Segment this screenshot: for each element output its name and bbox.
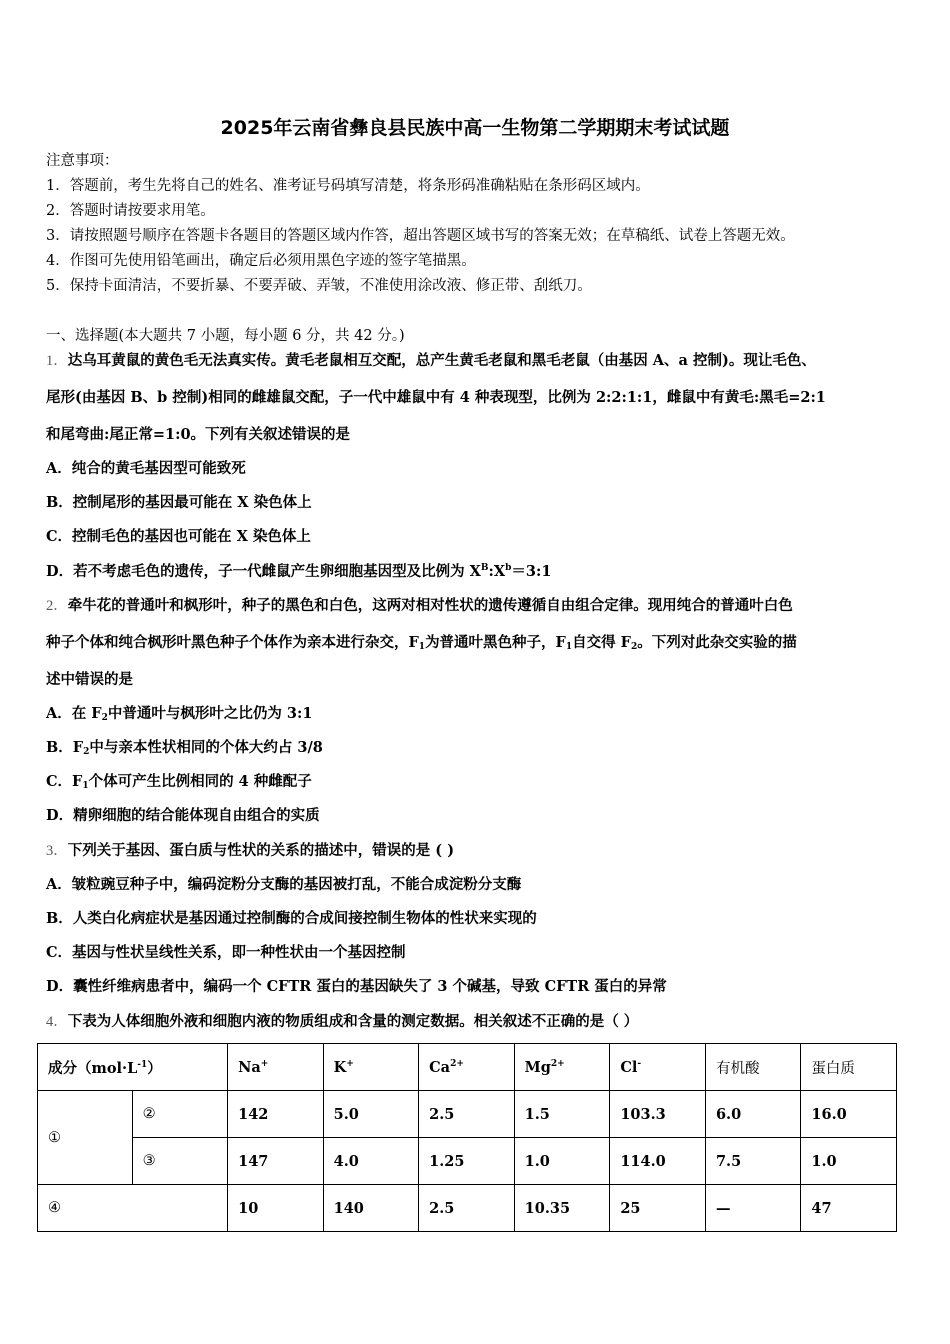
header-k: [323, 1044, 419, 1091]
cell: 1.5: [514, 1091, 610, 1138]
q2-number: 2．: [46, 598, 68, 614]
section-heading: 一、选择题(本大题共 7 小题，每小题 6 分，共 42 分。): [46, 328, 405, 344]
page-title: 2025年云南省彝良县民族中高一生物第二学期期末考试试题: [220, 117, 730, 139]
cell: 1.25: [419, 1138, 515, 1185]
q2-stem-line-2: [46, 634, 797, 652]
q2-l2-a: 种子个体和纯合枫形叶黑色种子个体作为亲本进行杂交，F: [46, 634, 419, 651]
composition-table: [37, 1043, 897, 1232]
header-ca: [419, 1044, 515, 1091]
row-label-3: ③: [132, 1138, 228, 1185]
q2-b-sub: 2: [83, 747, 90, 757]
q3-option-a: A．皱粒豌豆种子中，编码淀粉分支酶的基因被打乱，不能合成淀粉分支酶: [46, 876, 522, 893]
q2-a-rest: 中普通叶与枫形叶之比仍为 3:1: [107, 705, 313, 722]
cell: 7.5: [705, 1138, 800, 1185]
cell: 1.0: [514, 1138, 610, 1185]
header-ca-text: Ca: [429, 1058, 451, 1076]
cell: 10.35: [514, 1185, 610, 1232]
q2-option-d: D．精卵细胞的结合能体现自由组合的实质: [46, 807, 320, 824]
cell: 2.5: [419, 1185, 515, 1232]
notice-heading: 注意事项：: [46, 153, 119, 169]
q3-text: 下列关于基因、蛋白质与性状的关系的描述中，错误的是 ( ): [67, 842, 455, 859]
cell: 25: [610, 1185, 706, 1232]
header-na-sup: +: [260, 1058, 269, 1069]
cell: 6.0: [705, 1091, 800, 1138]
q2-a-text: A．在 F: [46, 705, 102, 722]
q4-number: 4．: [46, 1014, 68, 1030]
row-label-4: ④: [38, 1185, 228, 1232]
header-cl: [610, 1044, 706, 1091]
header-protein: 蛋白质: [801, 1044, 897, 1091]
q1-d-post: ＝3:1: [511, 563, 552, 580]
q1-d-sup-2: b: [505, 563, 512, 573]
cell: 4.0: [323, 1138, 419, 1185]
q2-b-rest: 中与亲本性状相同的个体大约占 3/8: [89, 739, 323, 756]
table-header-row: [38, 1044, 897, 1091]
cell: 5.0: [323, 1091, 419, 1138]
cell: 16.0: [801, 1091, 897, 1138]
header-na-text: Na: [238, 1058, 261, 1076]
cell: 10: [228, 1185, 324, 1232]
q3-number: 3．: [46, 843, 68, 859]
q1-option-d: [46, 563, 551, 581]
notice-item-5: 5．保持卡面清洁，不要折暴、不要弄破、弄皱，不准使用涂改液、修正带、刮纸刀。: [46, 278, 592, 294]
header-ca-sup: 2+: [450, 1058, 464, 1069]
header-component-text: 成分（mol·L: [48, 1059, 138, 1077]
header-mg-text: Mg: [524, 1058, 551, 1076]
q1-d-text: D．若不考虑毛色的遗传，子一代雌鼠产生卵细胞基因型及比例为 X: [46, 563, 481, 580]
q4-text: 下表为人体细胞外液和细胞内液的物质组成和含量的测定数据。相关叙述不正确的是（ ）: [67, 1013, 639, 1030]
q2-l2-sub-2: 1: [565, 642, 573, 652]
q1-stem-line-3: 和尾弯曲:尾正常=1:0。下列有关叙述错误的是: [46, 426, 351, 443]
q1-d-mid: :X: [488, 563, 506, 580]
q2-option-b: [46, 739, 323, 757]
q1-stem-line-1: [46, 352, 816, 370]
notice-item-1: 1．答题前，考生先将自己的姓名、准考证号码填写清楚，将条形码准确粘贴在条形码区域内。: [46, 178, 650, 194]
header-cl-text: Cl: [620, 1058, 638, 1076]
q1-text-1: 达乌耳黄鼠的黄色毛无法真实传。黄毛老鼠相互交配，总产生黄毛老鼠和黑毛老鼠（由基因 A、a 控制)。现让毛色、: [67, 352, 816, 369]
q3-option-c: C．基因与性状呈线性关系，即一种性状由一个基因控制: [46, 944, 406, 961]
q2-l2-b: 为普通叶黑色种子，F: [425, 634, 566, 651]
q2-c-rest: 个体可产生比例相同的 4 种雌配子: [88, 773, 312, 790]
notice-item-4: 4．作图可先使用铅笔画出，确定后必须用黑色字迹的签字笔描黑。: [46, 253, 476, 269]
header-k-text: K: [333, 1058, 347, 1076]
cell: 140: [323, 1185, 419, 1232]
q2-b-text: B．F: [46, 739, 84, 756]
q4-stem: [46, 1013, 638, 1031]
table-row: [38, 1185, 897, 1232]
cell: 142: [228, 1091, 324, 1138]
q2-l2-c: 自交得 F: [572, 634, 631, 651]
q2-l2-sub-3: 2: [630, 642, 638, 652]
q1-option-c: C．控制毛色的基因也可能在 X 染色体上: [46, 528, 311, 545]
header-component-close: ）: [147, 1059, 162, 1077]
header-organic-acid: 有机酸: [705, 1044, 800, 1091]
group-label-1: ①: [38, 1091, 133, 1185]
notice-item-2: 2．答题时请按要求用笔。: [46, 203, 215, 219]
q1-option-b: B．控制尾形的基因最可能在 X 染色体上: [46, 494, 312, 511]
q1-d-sup-1: B: [480, 563, 489, 573]
q1-number: 1．: [46, 353, 68, 369]
q2-c-sub: 1: [82, 781, 89, 791]
cell: 103.3: [610, 1091, 706, 1138]
row-label-2: ②: [132, 1091, 228, 1138]
cell: 1.0: [801, 1138, 897, 1185]
q3-option-b: B．人类白化病症状是基因通过控制酶的合成间接控制生物体的性状来实现的: [46, 910, 537, 927]
cell: —: [705, 1185, 800, 1232]
cell: 147: [228, 1138, 324, 1185]
q3-stem: [46, 842, 454, 860]
q2-l2-sub-1: 1: [418, 642, 426, 652]
q3-option-d: D．囊性纤维病患者中，编码一个 CFTR 蛋白的基因缺失了 3 个碱基，导致 CFTR 蛋白的异常: [46, 978, 667, 995]
header-k-sup: +: [346, 1058, 354, 1069]
q2-a-sub: 2: [101, 713, 108, 723]
header-na: [228, 1044, 324, 1091]
q1-option-a: A．纯合的黄毛基因型可能致死: [46, 460, 246, 477]
q1-stem-line-2: 尾形(由基因 B、b 控制)相同的雌雄鼠交配，子一代中雄鼠中有 4 种表现型，比例为 2:2:1:1，雌鼠中有黄毛:黑毛=2:1: [46, 389, 826, 406]
q2-text-1: 牵牛花的普通叶和枫形叶，种子的黑色和白色，这两对相对性状的遗传遵循自由组合定律。现用纯合的普通叶白色: [67, 597, 793, 614]
q2-c-text: C．F: [46, 773, 83, 790]
q2-option-c: [46, 773, 312, 791]
notice-item-3: 3．请按照题号顺序在答题卡各题目的答题区域内作答，超出答题区域书写的答案无效；在草稿纸、试卷上答题无效。: [46, 228, 795, 244]
header-mg-sup: 2+: [550, 1058, 565, 1069]
table-row: [38, 1091, 897, 1138]
q2-l2-d: 。下列对此杂交实验的描: [637, 634, 797, 651]
header-mg: [514, 1044, 610, 1091]
q2-stem-line-3: 述中错误的是: [46, 671, 133, 688]
header-component-sup: -1: [137, 1059, 148, 1070]
table-row: [38, 1138, 897, 1185]
q2-option-a: [46, 705, 312, 723]
q2-stem-line-1: [46, 597, 793, 615]
cell: 47: [801, 1185, 897, 1232]
cell: 2.5: [419, 1091, 515, 1138]
cell: 114.0: [610, 1138, 706, 1185]
header-component: [38, 1044, 228, 1091]
header-cl-sup: -: [637, 1058, 642, 1069]
